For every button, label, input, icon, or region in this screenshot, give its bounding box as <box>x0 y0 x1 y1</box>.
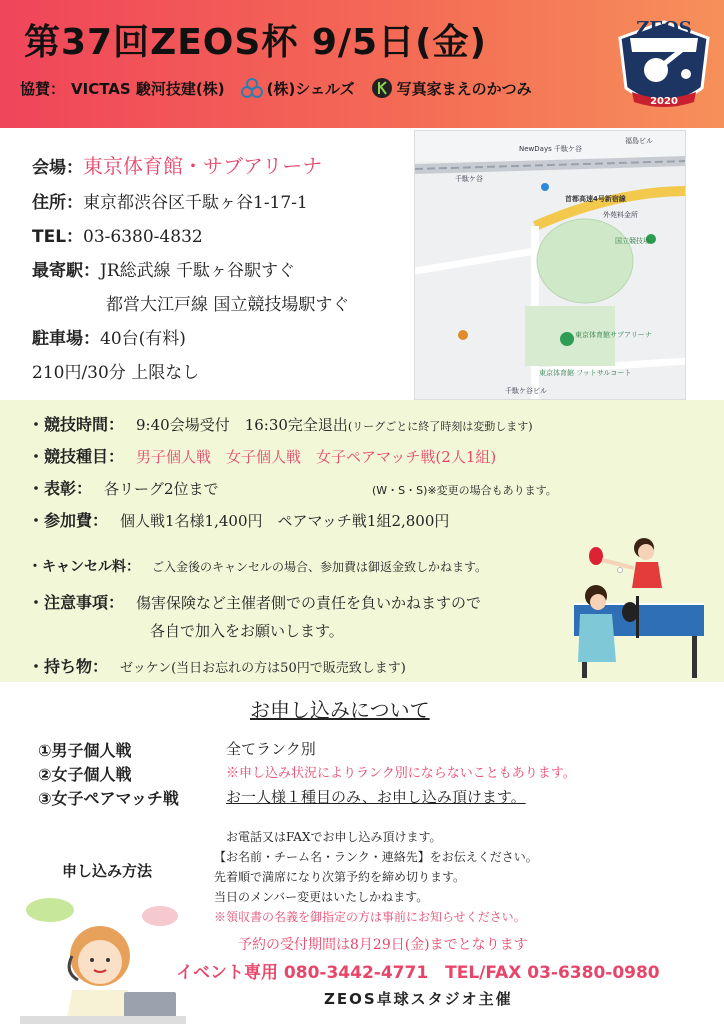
notice-row: ・注意事項： 傷害保険など主催者側での責任を負いかねますので <box>28 593 482 612</box>
map-label-3: 首都高速4号新宿線 <box>565 195 626 203</box>
award-row: ・表彰： 各リーグ2位まで <box>28 479 219 498</box>
application-section <box>0 682 724 1024</box>
method-line-3: 先着順で満席になり次第予約を締め切ります。 <box>214 870 466 884</box>
table-tennis-illustration <box>566 530 716 682</box>
map-label-9: 外苑料金所 <box>603 211 638 219</box>
method-line-4: 当日のメンバー変更はいたしかねます。 <box>214 890 429 904</box>
venue-name: 東京体育館・サブアリーナ <box>83 154 323 178</box>
notice-2: 各自で加入をお願いします。 <box>150 622 344 640</box>
deadline: 予約の受付期間は8月29日(金)までとなります <box>238 937 528 953</box>
sponsor-row <box>20 76 538 100</box>
details-section <box>0 400 724 682</box>
events-row: ・競技種目： 男子個人戦 女子個人戦 女子ペアマッチ戦(2人1組) <box>28 447 497 466</box>
method-line-1: お電話又はFAXでお申し込み頂けます。 <box>226 830 442 844</box>
time: 9:40会場受付 16:30完全退出 <box>136 416 348 434</box>
parking-row: 駐車場：40台(有料) <box>32 329 186 349</box>
map-label-1: NewDays 千駄ケ谷 <box>519 145 582 153</box>
venue-map[interactable] <box>414 130 686 400</box>
method-line-2: 【お名前・チーム名・ランク・連絡先】をお伝えください。 <box>214 850 538 864</box>
shells-logo-icon <box>241 77 263 99</box>
tel-row: TEL：03-6380-4832 <box>32 227 203 247</box>
cancel-row: ・キャンセル料： ご入金後のキャンセルの場合、参加費は御返金致しかねます。 <box>28 559 488 575</box>
map-label-8: 福島ビル <box>625 137 653 145</box>
station-1: JR総武線 千駄ヶ谷駅すぐ <box>100 261 296 281</box>
operator-illustration <box>20 896 186 1024</box>
venue-section <box>0 128 724 400</box>
station-row: 最寄駅：JR総武線 千駄ヶ谷駅すぐ <box>32 261 296 281</box>
time-row: ・競技時間： 9:40会場受付 16:30完全退出(リーグごとに終了時刻は変動します) <box>28 415 533 434</box>
method-line-5: ※領収書の名義を御指定の方は事前にお知らせください。 <box>214 910 526 924</box>
sponsor-label: 協賛： <box>20 79 66 98</box>
application-heading: お申し込みについて <box>250 698 430 722</box>
map-label-7: 千駄ケ谷ビル <box>505 387 547 395</box>
map-graphic <box>415 131 686 400</box>
station-row-2 <box>106 290 349 315</box>
parking-fee: 210円/30分 上限なし <box>32 363 200 383</box>
cancel: ご入金後のキャンセルの場合、参加費は御返金致しかねます。 <box>152 560 488 574</box>
method-label: 申し込み方法 <box>62 862 153 880</box>
phone-numbers: イベント専用 080-3442-4771 TEL/FAX 03-6380-0980 <box>176 963 660 983</box>
items: ゼッケン(当日お忘れの方は50円で販売致します) <box>120 661 406 676</box>
notice-row-2 <box>150 620 344 641</box>
address: 東京都渋谷区千駄ヶ谷1-17-1 <box>83 193 308 213</box>
sponsor-2: (株)シェルズ <box>266 79 355 98</box>
zeos-logo-icon <box>612 8 716 120</box>
fee-row: ・参加費： 個人戦1名様1,400円 ペアマッチ戦1組2,800円 <box>28 511 450 530</box>
address-row: 住所：東京都渋谷区千駄ヶ谷1-17-1 <box>32 193 308 213</box>
logo-text: ZEOS <box>636 18 692 39</box>
award: 各リーグ2位まで <box>104 480 219 498</box>
tel: 03-6380-4832 <box>83 227 203 247</box>
award-note: (W・S・S)※変更の場合もあります。 <box>372 484 557 497</box>
logo-year: 2020 <box>650 96 678 107</box>
notice-1: 傷害保険など主催者側での責任を負いかねますので <box>136 594 482 612</box>
application-item-2: ②女子個人戦 <box>38 765 132 784</box>
sponsor-3: 写真家まえのかつみ <box>396 79 532 98</box>
sponsor-1: VICTAS 駿河技建(株) <box>71 79 225 98</box>
application-item-1: ①男子個人戦 <box>38 741 132 760</box>
parking-fee-row <box>32 358 199 383</box>
map-label-4: 国立競技場 <box>615 237 650 245</box>
items-row: ・持ち物： ゼッケン(当日お忘れの方は50円で販売致します) <box>28 657 406 676</box>
application-value-1: 全てランク別 <box>226 740 316 758</box>
organizer: ZEOS卓球スタジオ主催 <box>324 990 513 1008</box>
application-value-3: お一人様１種目のみ、お申し込み頂けます。 <box>226 788 526 806</box>
events: 男子個人戦 女子個人戦 女子ペアマッチ戦(2人1組) <box>136 448 497 466</box>
photographer-logo-icon <box>371 77 393 99</box>
parking: 40台(有料) <box>100 329 186 349</box>
header-banner <box>0 0 724 128</box>
event-title: 第37回ZEOS杯 9/5日(金) <box>24 22 488 63</box>
fee: 個人戦1名様1,400円 ペアマッチ戦1組2,800円 <box>120 512 450 530</box>
station-2: 都営大江戸線 国立競技場駅すぐ <box>106 295 350 315</box>
time-note: (リーグごとに終了時刻は変動します) <box>347 420 533 433</box>
application-value-2: ※申し込み状況によりランク別にならないこともあります。 <box>226 766 576 781</box>
application-item-3: ③女子ペアマッチ戦 <box>38 789 179 808</box>
map-label-5: 東京体育館サブアリーナ <box>575 331 652 339</box>
map-label-6: 東京体育館 フットサルコート <box>539 369 632 377</box>
venue-name-row: 会場：東京体育館・サブアリーナ <box>32 154 323 178</box>
map-label-2: 千駄ケ谷 <box>455 175 483 183</box>
